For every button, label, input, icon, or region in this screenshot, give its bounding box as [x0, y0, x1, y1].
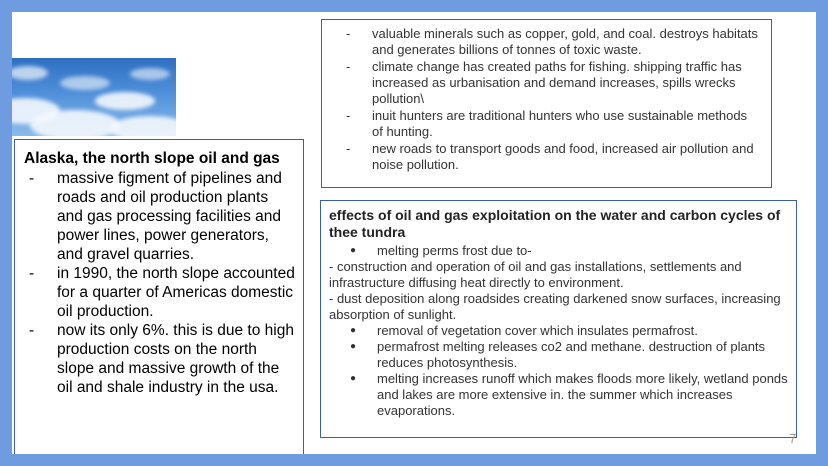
list-item: - in 1990, the north slope accounted for a quarter of Americas domestic oil production.	[24, 264, 295, 321]
north-slope-title: Alaska, the north slope oil and gas	[24, 150, 280, 167]
list-item: ● permafrost melting releases co2 and methane. destruction of plants reduces photosynthesis.	[329, 339, 788, 371]
list-item: ● melting increases runoff which makes floods more likely, wetland ponds and lakes are more extensive in. the summer which increases evaporations.	[329, 371, 788, 419]
sky-clouds-image	[0, 58, 176, 136]
effects-line: - dust deposition along roadsides creating darkened snow surfaces, increasing absorption of sunlight.	[329, 291, 781, 322]
page-number: 7	[789, 431, 797, 446]
north-slope-textbox	[14, 139, 304, 456]
effects-textbox	[320, 200, 797, 438]
list-item: - inuit hunters are traditional hunters who use sustainable methods of hunting.	[342, 108, 761, 140]
impacts-list	[342, 26, 761, 173]
list-item: ● melting perms frost due to-	[329, 243, 788, 259]
list-item: ● removal of vegetation cover which insulates permafrost.	[329, 323, 788, 339]
effects-first-bullet	[329, 243, 788, 259]
north-slope-list	[24, 169, 295, 397]
list-item: - massive figment of pipelines and roads and oil production plants and gas processing facilities and power lines, power generators, and gravel quarries.	[24, 169, 295, 264]
list-item: - now its only 6%. this is due to high production costs on the north slope and massive growth of the oil and shale industry in the usa.	[24, 321, 295, 397]
list-item: - climate change has created paths for fishing. shipping traffic has increased as urbanisation and demand increases, spills wrecks pollution\	[342, 59, 761, 107]
effects-line: - construction and operation of oil and gas installations, settlements and infrastructure diffusing heat directly to environment.	[329, 259, 742, 290]
impacts-textbox	[321, 19, 772, 188]
effects-bullets	[329, 323, 788, 419]
list-item: - valuable minerals such as copper, gold, and coal. destroys habitats and generates billions of tonnes of toxic waste.	[342, 26, 761, 58]
effects-title: effects of oil and gas exploitation on the water and carbon cycles of thee tundra	[329, 207, 781, 240]
list-item: - new roads to transport goods and food, increased air pollution and noise pollution.	[342, 141, 761, 173]
